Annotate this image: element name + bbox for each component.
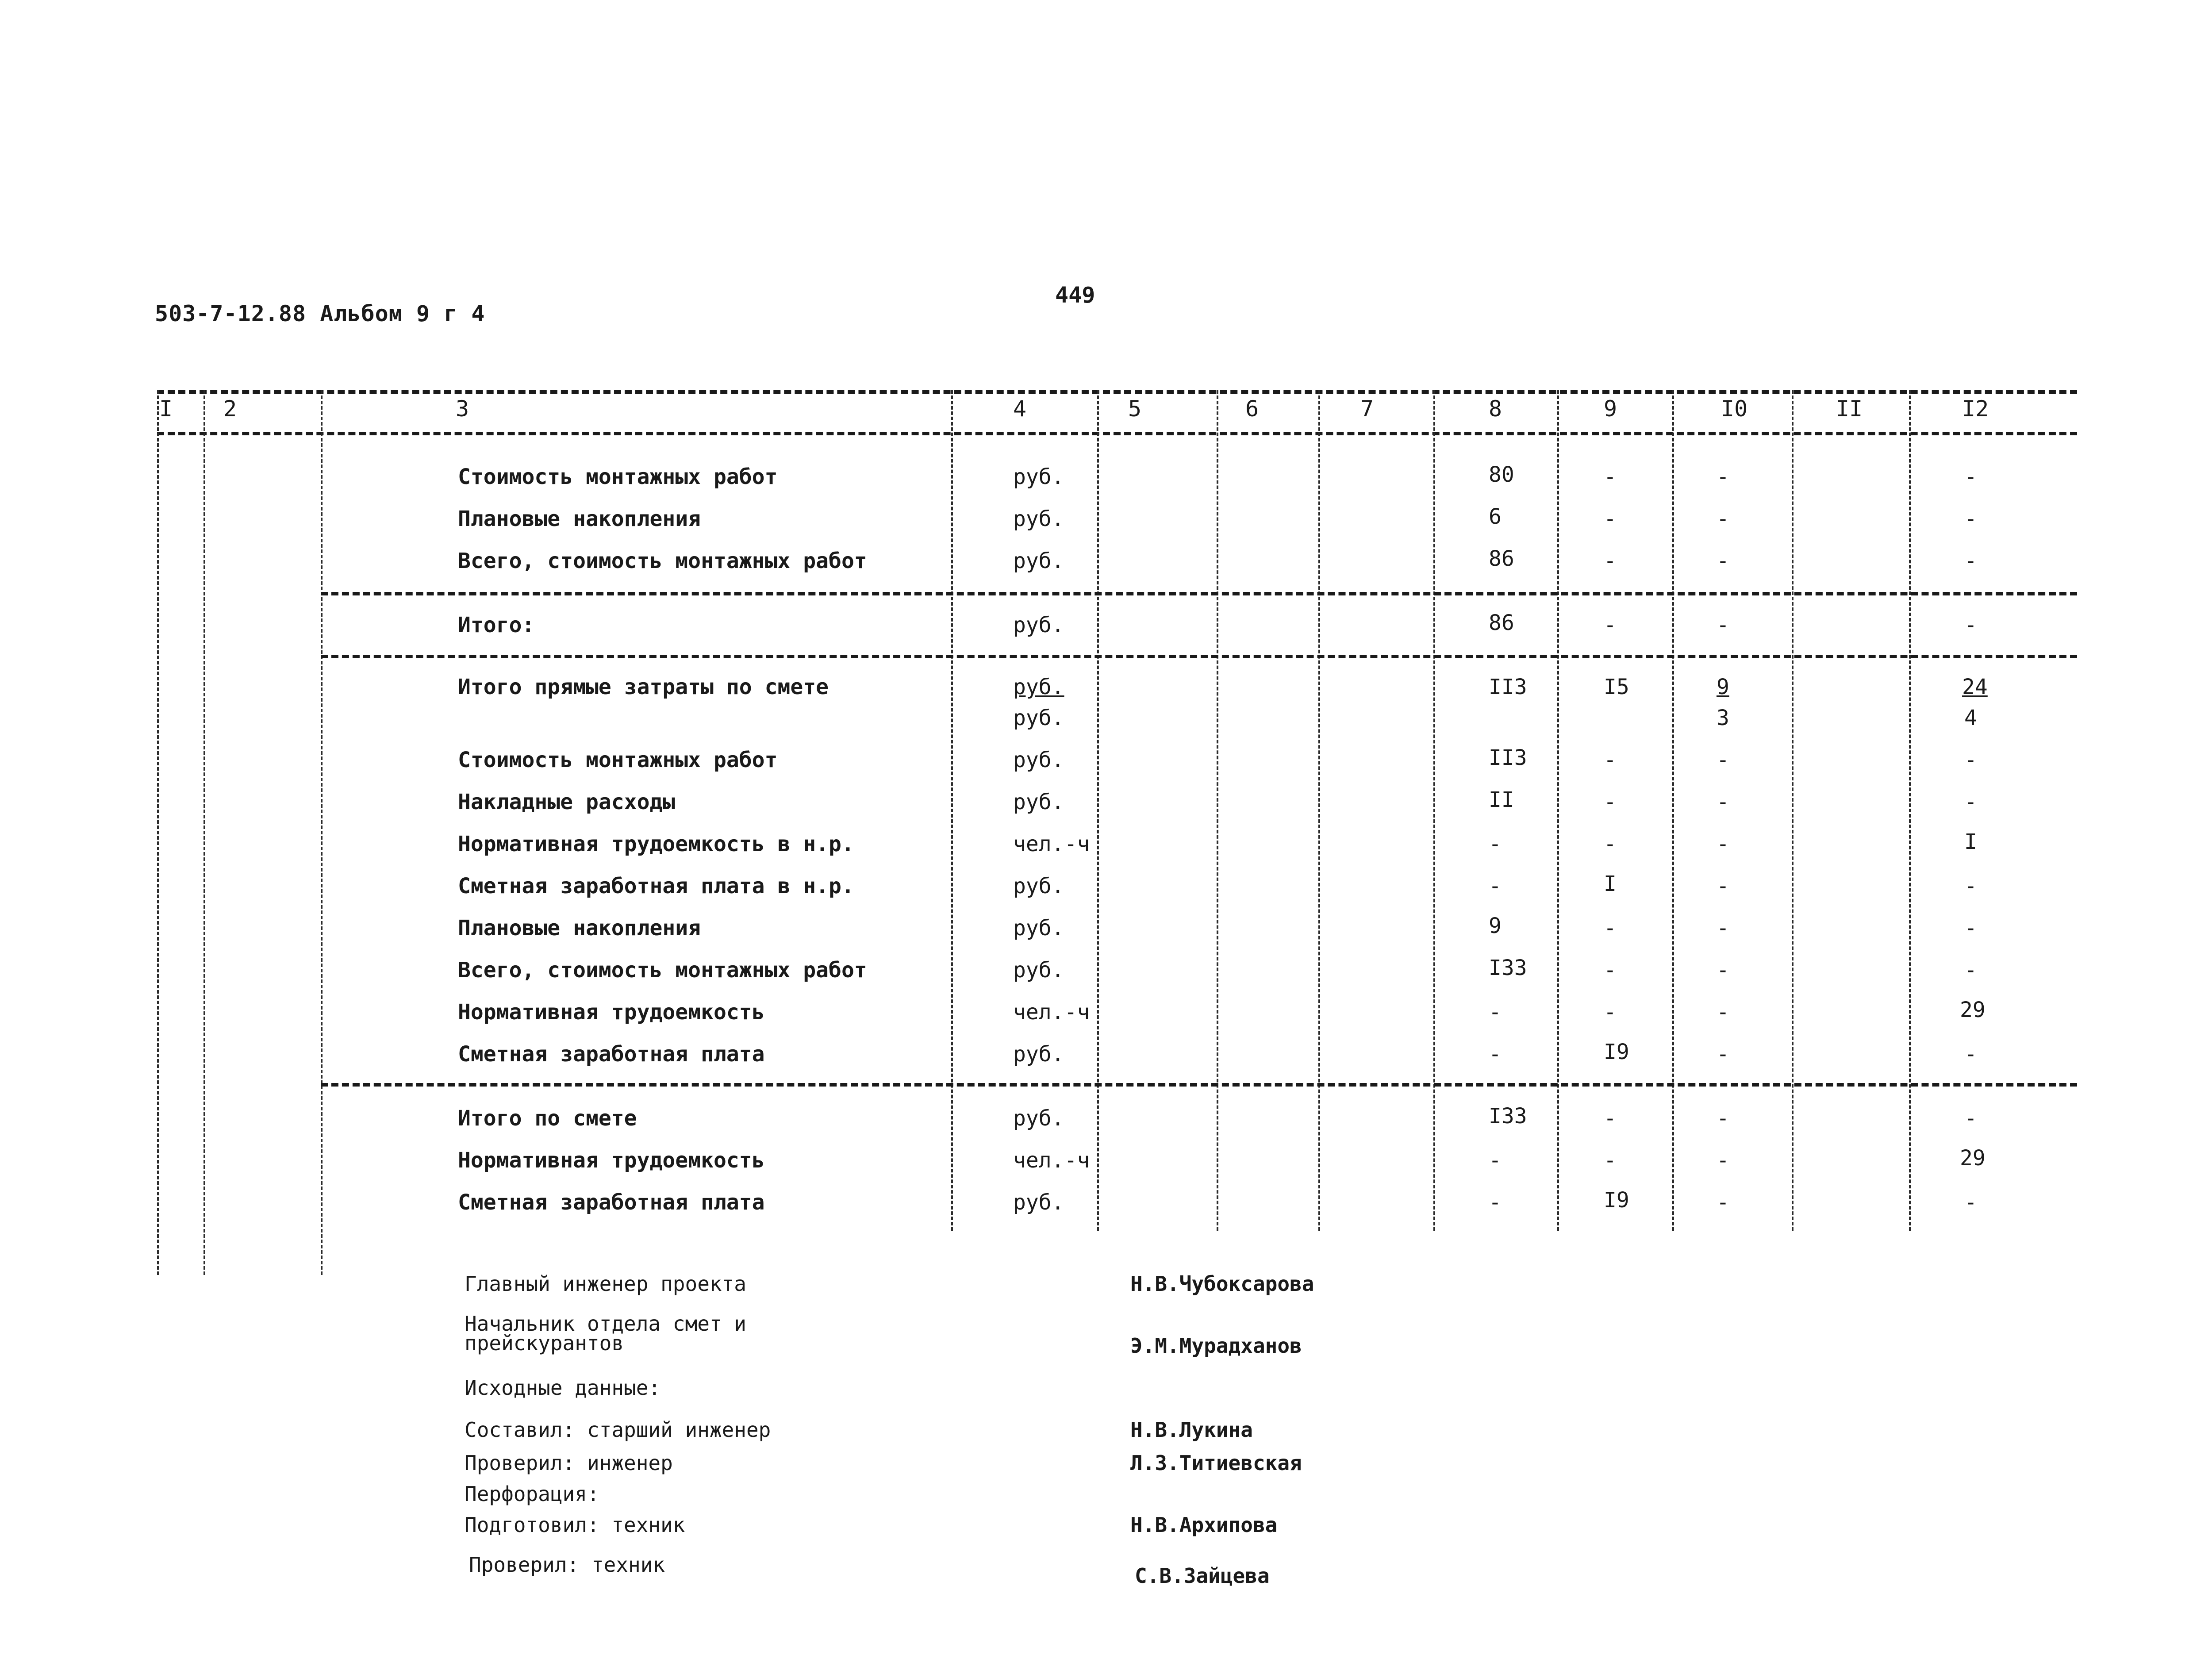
signature-role: Составил: старший инженер bbox=[465, 1418, 771, 1442]
row-label: Итого: bbox=[458, 613, 535, 637]
cell-col9: I9 bbox=[1604, 1188, 1629, 1213]
cell-col9: I9 bbox=[1604, 1040, 1629, 1064]
cell-col9: - bbox=[1604, 507, 1617, 531]
row-label: Итого по смете bbox=[458, 1106, 637, 1131]
cell-col10: - bbox=[1717, 916, 1729, 941]
cell-col8: II bbox=[1489, 787, 1514, 812]
page-number: 449 bbox=[1055, 282, 1095, 308]
header-bottom-border bbox=[157, 432, 2077, 435]
row-label: Стоимость монтажных работ bbox=[458, 748, 778, 772]
table-top-border bbox=[157, 390, 2077, 394]
row-unit: чел.-ч bbox=[1013, 832, 1090, 856]
cell-col8: I33 bbox=[1489, 956, 1527, 980]
column-header: 4 bbox=[1013, 396, 1027, 422]
row-unit: руб. bbox=[1013, 1042, 1064, 1067]
signature-role: Исходные данные: bbox=[465, 1376, 661, 1400]
cell-col9: - bbox=[1604, 1148, 1617, 1173]
cell-col9: - bbox=[1604, 613, 1617, 637]
cell-col12: - bbox=[1964, 1190, 1977, 1215]
cell-col8: - bbox=[1489, 1042, 1502, 1067]
cell-col10: - bbox=[1717, 549, 1729, 573]
cell-col12: I bbox=[1964, 829, 1977, 854]
cell-col10: - bbox=[1717, 832, 1729, 856]
cell-col10: 3 bbox=[1717, 706, 1729, 730]
column-header: I bbox=[159, 396, 173, 422]
cell-col12: - bbox=[1964, 874, 1977, 899]
cell-col9: - bbox=[1604, 958, 1617, 983]
document-code: 503-7-12.88 Альбом 9 г 4 bbox=[155, 301, 485, 326]
cell-col9: - bbox=[1604, 916, 1617, 941]
cell-col10: - bbox=[1717, 1106, 1729, 1131]
row-label: Нормативная трудоемкость в н.р. bbox=[458, 832, 854, 856]
cell-col8: 86 bbox=[1489, 611, 1514, 635]
cell-col8: I33 bbox=[1489, 1104, 1527, 1129]
cell-col8: 6 bbox=[1489, 504, 1502, 529]
row-unit: руб. bbox=[1013, 958, 1064, 983]
column-header: II bbox=[1836, 396, 1863, 422]
column-header: I0 bbox=[1721, 396, 1748, 422]
row-label: Нормативная трудоемкость bbox=[458, 1148, 765, 1173]
cell-col12: - bbox=[1964, 465, 1977, 489]
cell-col10: - bbox=[1717, 465, 1729, 489]
cell-col12: - bbox=[1964, 507, 1977, 531]
row-unit: руб. bbox=[1013, 748, 1064, 772]
cell-col9: - bbox=[1604, 748, 1617, 772]
cell-col10: 9 bbox=[1717, 675, 1729, 699]
signature-name: Л.З.Титиевская bbox=[1130, 1451, 1302, 1475]
signature-name: Н.В.Лукина bbox=[1130, 1418, 1253, 1442]
row-unit: руб. bbox=[1013, 1190, 1064, 1215]
column-divider bbox=[1672, 390, 1674, 1231]
column-divider bbox=[1318, 390, 1320, 1231]
cell-col8: - bbox=[1489, 874, 1502, 899]
signature-role: Начальник отдела смет и прейскурантов bbox=[465, 1312, 746, 1355]
row-unit: руб. bbox=[1013, 916, 1064, 941]
row-label: Итого прямые затраты по смете bbox=[458, 675, 829, 699]
row-unit: чел.-ч bbox=[1013, 1148, 1090, 1173]
row-unit: руб. bbox=[1013, 507, 1064, 531]
cell-col10: - bbox=[1717, 1190, 1729, 1215]
signature-name: С.В.Зайцева bbox=[1135, 1564, 1270, 1588]
cell-col10: - bbox=[1717, 1042, 1729, 1067]
cell-col8: 80 bbox=[1489, 462, 1514, 487]
cell-col9: I bbox=[1604, 872, 1617, 896]
cell-col10: - bbox=[1717, 748, 1729, 772]
cell-col10: - bbox=[1717, 958, 1729, 983]
cell-col10: - bbox=[1717, 790, 1729, 814]
section-separator bbox=[321, 655, 2077, 658]
signature-role: Проверил: инженер bbox=[465, 1451, 673, 1475]
cell-col10: - bbox=[1717, 1000, 1729, 1025]
row-unit: руб. bbox=[1013, 790, 1064, 814]
cell-col12: 29 bbox=[1960, 998, 1985, 1022]
row-label: Всего, стоимость монтажных работ bbox=[458, 958, 867, 983]
row-label: Сметная заработная плата в н.р. bbox=[458, 874, 854, 899]
column-header: 9 bbox=[1604, 396, 1617, 422]
cell-col12: - bbox=[1964, 1106, 1977, 1131]
column-divider bbox=[1909, 390, 1911, 1231]
column-divider bbox=[1217, 390, 1218, 1231]
cell-col8: - bbox=[1489, 832, 1502, 856]
cell-col12: 4 bbox=[1964, 706, 1977, 730]
signature-role: Подготовил: техник bbox=[465, 1513, 685, 1537]
signature-role: Проверил: техник bbox=[469, 1553, 665, 1577]
cell-col10: - bbox=[1717, 507, 1729, 531]
row-unit: руб. bbox=[1013, 549, 1064, 573]
column-header: 3 bbox=[456, 396, 469, 422]
column-header: 5 bbox=[1128, 396, 1142, 422]
section-separator bbox=[321, 592, 2077, 595]
cell-col8: - bbox=[1489, 1000, 1502, 1025]
cell-col12: - bbox=[1964, 1042, 1977, 1067]
column-header: 2 bbox=[223, 396, 237, 422]
column-divider bbox=[204, 390, 205, 1275]
cell-col8: - bbox=[1489, 1190, 1502, 1215]
row-label: Всего, стоимость монтажных работ bbox=[458, 549, 867, 573]
cell-col9: - bbox=[1604, 549, 1617, 573]
row-unit: руб. bbox=[1013, 1106, 1064, 1131]
row-label: Сметная заработная плата bbox=[458, 1042, 765, 1067]
cell-col12: - bbox=[1964, 958, 1977, 983]
cell-col9: - bbox=[1604, 1106, 1617, 1131]
cell-col12: 24 bbox=[1962, 675, 1988, 699]
column-header: I2 bbox=[1962, 396, 1989, 422]
row-label: Плановые накопления bbox=[458, 507, 701, 531]
cell-col12: - bbox=[1964, 549, 1977, 573]
row-unit: руб. bbox=[1013, 465, 1064, 489]
signature-name: Н.В.Архипова bbox=[1130, 1513, 1278, 1537]
column-divider bbox=[1097, 390, 1099, 1231]
column-divider bbox=[1433, 390, 1435, 1231]
cell-col8: II3 bbox=[1489, 675, 1527, 699]
row-unit: руб. bbox=[1013, 874, 1064, 899]
cell-col12: - bbox=[1964, 790, 1977, 814]
cell-col9: - bbox=[1604, 790, 1617, 814]
signature-name: Э.М.Мурадханов bbox=[1130, 1334, 1302, 1358]
cell-col12: 29 bbox=[1960, 1146, 1985, 1171]
row-unit: руб. bbox=[1013, 613, 1064, 637]
column-header: 7 bbox=[1360, 396, 1374, 422]
cell-col10: - bbox=[1717, 874, 1729, 899]
row-unit: руб. bbox=[1013, 706, 1064, 730]
cell-col8: 9 bbox=[1489, 914, 1502, 938]
cell-col10: - bbox=[1717, 1148, 1729, 1173]
column-divider bbox=[321, 390, 323, 1275]
column-divider bbox=[951, 390, 953, 1231]
signature-name: Н.В.Чубоксарова bbox=[1130, 1272, 1314, 1296]
cell-col8: II3 bbox=[1489, 745, 1527, 770]
column-divider bbox=[1792, 390, 1793, 1231]
row-label: Накладные расходы bbox=[458, 790, 676, 814]
row-label: Плановые накопления bbox=[458, 916, 701, 941]
signature-role: Перфорация: bbox=[465, 1482, 599, 1506]
cell-col12: - bbox=[1964, 916, 1977, 941]
cell-col9: I5 bbox=[1604, 675, 1629, 699]
row-label: Нормативная трудоемкость bbox=[458, 1000, 765, 1025]
cell-col12: - bbox=[1964, 613, 1977, 637]
cell-col8: - bbox=[1489, 1148, 1502, 1173]
column-divider bbox=[1557, 390, 1559, 1231]
signature-role: Главный инженер проекта bbox=[465, 1272, 746, 1296]
column-header: 8 bbox=[1489, 396, 1502, 422]
row-unit: руб. bbox=[1013, 675, 1064, 699]
column-header: 6 bbox=[1245, 396, 1259, 422]
cell-col9: - bbox=[1604, 465, 1617, 489]
row-label: Сметная заработная плата bbox=[458, 1190, 765, 1215]
cell-col12: - bbox=[1964, 748, 1977, 772]
column-divider bbox=[157, 390, 159, 1275]
cell-col10: - bbox=[1717, 613, 1729, 637]
cell-col9: - bbox=[1604, 832, 1617, 856]
cell-col9: - bbox=[1604, 1000, 1617, 1025]
row-unit: чел.-ч bbox=[1013, 1000, 1090, 1025]
row-label: Стоимость монтажных работ bbox=[458, 465, 778, 489]
cell-col8: 86 bbox=[1489, 546, 1514, 571]
section-separator bbox=[321, 1083, 2077, 1087]
